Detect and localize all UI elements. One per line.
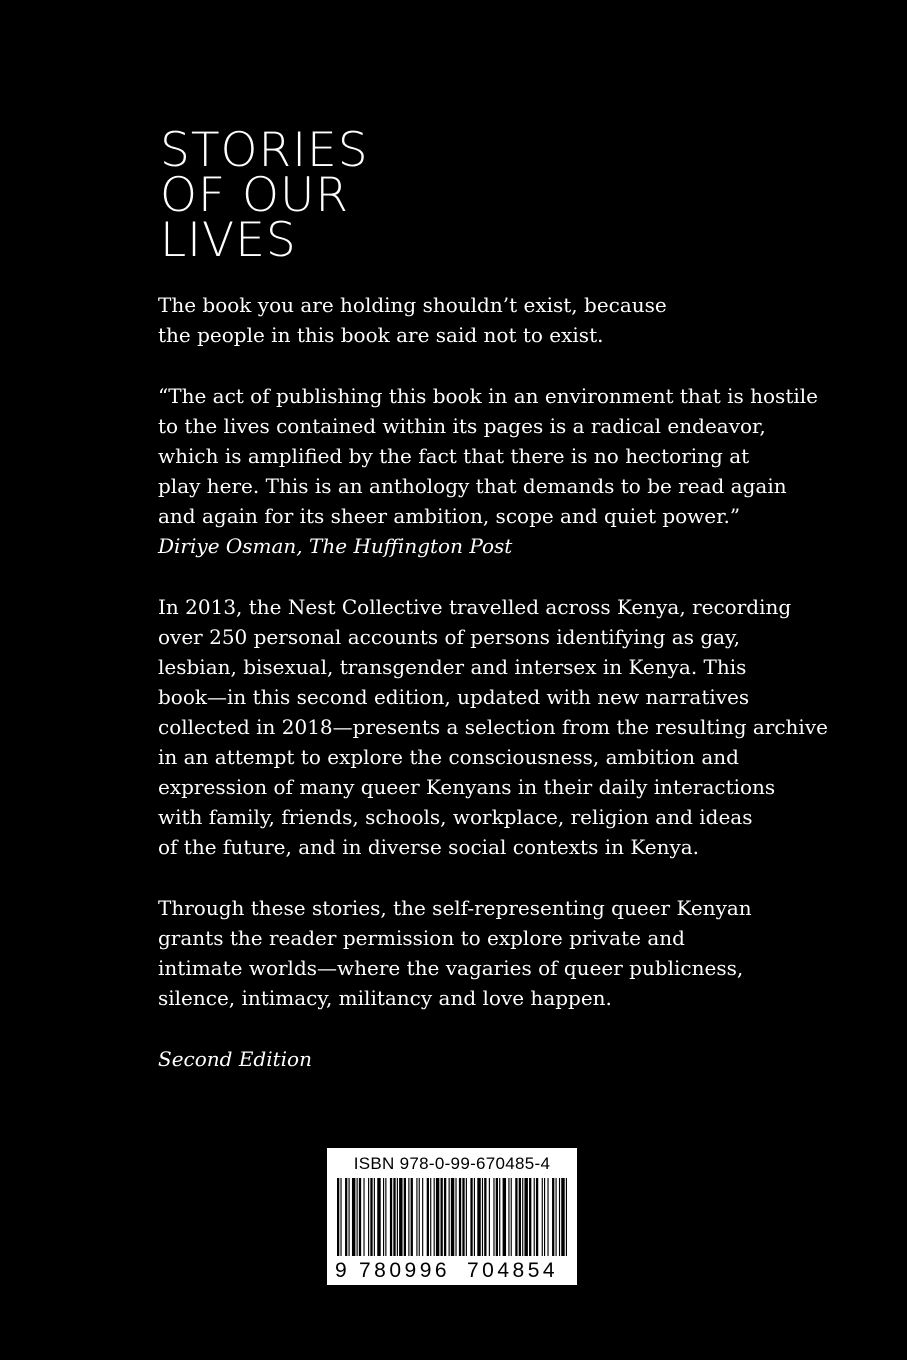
barcode-bar bbox=[399, 1178, 402, 1256]
barcode-bar bbox=[515, 1178, 517, 1256]
description-paragraph bbox=[158, 592, 848, 862]
edition-label: Second Edition bbox=[158, 1047, 312, 1071]
barcode-bar bbox=[357, 1178, 358, 1256]
barcode-bar bbox=[470, 1178, 472, 1256]
isbn-barcode bbox=[327, 1148, 577, 1285]
barcode-bar bbox=[449, 1178, 450, 1256]
barcode-bar bbox=[524, 1178, 527, 1256]
barcode-bar bbox=[352, 1178, 355, 1256]
barcode-bar bbox=[349, 1178, 350, 1256]
description-line: In 2013, the Nest Collective travelled across Kenya, recording bbox=[158, 595, 792, 619]
closing-paragraph bbox=[158, 893, 848, 1013]
description-line: book—in this second edition, updated with new narratives bbox=[158, 685, 750, 709]
barcode-bar bbox=[455, 1178, 456, 1256]
review-line: to the lives contained within its pages is a radical endeavor, bbox=[158, 414, 766, 438]
barcode-bar bbox=[462, 1178, 464, 1256]
barcode-bar bbox=[345, 1178, 347, 1256]
barcode-bar bbox=[536, 1178, 538, 1256]
barcode-digit-first: 9 bbox=[335, 1259, 347, 1282]
barcode-bar bbox=[385, 1178, 386, 1256]
barcode-bar bbox=[427, 1178, 429, 1256]
barcode-bar bbox=[556, 1178, 557, 1256]
barcode-bar bbox=[459, 1178, 461, 1256]
title-line-1: STORIES bbox=[160, 123, 369, 178]
barcode-bar bbox=[419, 1178, 420, 1256]
barcode-bar bbox=[522, 1178, 523, 1256]
barcode-bar bbox=[534, 1178, 535, 1256]
review-attribution: Diriye Osman, The Huffington Post bbox=[158, 534, 513, 558]
barcode-digits bbox=[333, 1255, 571, 1283]
barcode-bar bbox=[566, 1178, 567, 1256]
closing-line: Through these stories, the self-representing queer Kenyan bbox=[158, 896, 752, 920]
barcode-bar bbox=[422, 1178, 423, 1256]
barcode-bar bbox=[404, 1178, 406, 1256]
barcode-bar bbox=[466, 1178, 467, 1256]
closing-line: silence, intimacy, militancy and love happen. bbox=[158, 986, 612, 1010]
barcode-bar bbox=[337, 1178, 339, 1256]
description-line: with family, friends, schools, workplace, religion and ideas bbox=[158, 805, 753, 829]
barcode-bar bbox=[397, 1178, 398, 1256]
barcode-bar bbox=[503, 1178, 506, 1256]
barcode-bar bbox=[511, 1178, 512, 1256]
description-line: in an attempt to explore the consciousness, ambition and bbox=[158, 745, 739, 769]
barcode-bars bbox=[337, 1178, 567, 1256]
review-quote bbox=[158, 381, 848, 561]
barcode-bar bbox=[374, 1178, 375, 1256]
intro-paragraph bbox=[158, 290, 848, 350]
barcode-bar bbox=[542, 1178, 543, 1256]
barcode-bar bbox=[340, 1178, 341, 1256]
description-line: of the future, and in diverse social contexts in Kenya. bbox=[158, 835, 700, 859]
barcode-bar bbox=[416, 1178, 417, 1256]
review-line: which is amplified by the fact that there is no hectoring at bbox=[158, 444, 750, 468]
barcode-bar bbox=[444, 1178, 446, 1256]
barcode-bar bbox=[436, 1178, 439, 1256]
barcode-bar bbox=[508, 1178, 509, 1256]
barcode-bar bbox=[434, 1178, 435, 1256]
description-line: lesbian, bisexual, transgender and intersex in Kenya. This bbox=[158, 655, 747, 679]
barcode-bar bbox=[441, 1178, 443, 1256]
barcode-bar bbox=[529, 1178, 531, 1256]
barcode-bar bbox=[370, 1178, 372, 1256]
barcode-bar bbox=[430, 1178, 431, 1256]
barcode-bar bbox=[519, 1178, 521, 1256]
barcode-bar bbox=[474, 1178, 475, 1256]
review-line: “The act of publishing this book in an environment that is hostile bbox=[158, 384, 818, 408]
book-title bbox=[160, 123, 380, 268]
intro-line: the people in this book are said not to exist. bbox=[158, 323, 604, 347]
barcode-bar bbox=[377, 1178, 380, 1256]
barcode-bar bbox=[477, 1178, 480, 1256]
closing-line: grants the reader permission to explore private and bbox=[158, 926, 685, 950]
barcode-bar bbox=[547, 1178, 548, 1256]
barcode-bar bbox=[451, 1178, 454, 1256]
barcode-bar bbox=[496, 1178, 498, 1256]
barcode-bar bbox=[489, 1178, 490, 1256]
description-line: expression of many queer Kenyans in their daily interactions bbox=[158, 775, 776, 799]
intro-line: The book you are holding shouldn’t exist, because bbox=[158, 293, 667, 317]
barcode-bar bbox=[482, 1178, 483, 1256]
barcode-bar bbox=[359, 1178, 361, 1256]
barcode-bar bbox=[544, 1178, 545, 1256]
description-line: collected in 2018—presents a selection from the resulting archive bbox=[158, 715, 828, 739]
barcode-bar bbox=[411, 1178, 413, 1256]
barcode-digits-left: 780996 bbox=[359, 1259, 451, 1282]
barcode-bar bbox=[408, 1178, 409, 1256]
barcode-bar bbox=[368, 1178, 369, 1256]
barcode-bar bbox=[363, 1178, 364, 1256]
barcode-bar bbox=[499, 1178, 500, 1256]
barcode-bar bbox=[552, 1178, 554, 1256]
barcode-bar bbox=[493, 1178, 494, 1256]
review-line: and again for its sheer ambition, scope and quiet power.” bbox=[158, 504, 741, 528]
barcode-bar bbox=[393, 1178, 395, 1256]
title-line-3: LIVES bbox=[160, 213, 297, 268]
barcode-bar bbox=[484, 1178, 486, 1256]
title-line-2: OF OUR bbox=[160, 168, 350, 223]
description-line: over 250 personal accounts of persons identifying as gay, bbox=[158, 625, 741, 649]
isbn-label: ISBN 978-0-99-670485-4 bbox=[353, 1154, 551, 1173]
barcode-bar bbox=[561, 1178, 564, 1256]
barcode-bar bbox=[390, 1178, 392, 1256]
barcode-bar bbox=[559, 1178, 560, 1256]
back-cover-text bbox=[158, 290, 848, 1074]
review-line: play here. This is an anthology that demands to be read again bbox=[158, 474, 787, 498]
barcode-bar bbox=[383, 1178, 384, 1256]
closing-line: intimate worlds—where the vagaries of queer publicness, bbox=[158, 956, 744, 980]
barcode-digits-right: 704854 bbox=[467, 1259, 559, 1282]
